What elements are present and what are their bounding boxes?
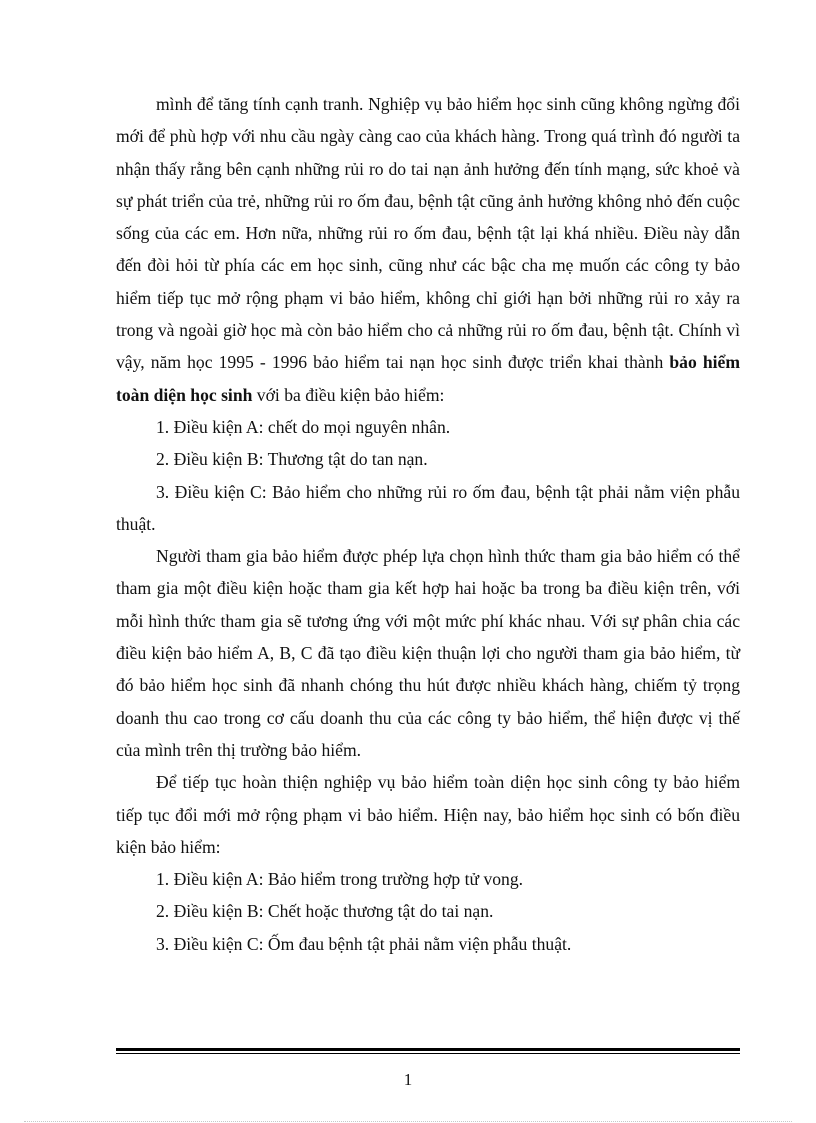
footer-rule-thin [116,1053,740,1054]
list-2-item-1: 1. Điều kiện A: Bảo hiểm trong trường hợp tử vong. [156,869,524,890]
list-2-item-2: 2. Điều kiện B: Chết hoặc thương tật do tai nạn. [156,901,494,922]
footer-rule-thick [116,1048,740,1051]
list-1-item-2: 2. Điều kiện B: Thương tật do tan nạn. [156,449,428,470]
paragraph-2: Người tham gia bảo hiểm được phép lựa chọn hình thức tham gia bảo hiểm có thể tham gia một điều kiện hoặc tham gia kết hợp hai hoặc ba trong ba điều kiện trên, với mỗi hình thức tham gia sẽ tương ứng với một mức phí khác nhau. Với sự phân chia các điều kiện bảo hiểm A, B, C đã tạo điều kiện thuận lợi cho người tham gia bảo hiểm, từ đó bảo hiểm học sinh đã nhanh chóng thu hút được nhiều khách hàng, chiếm tỷ trọng doanh thu cao trong cơ cấu doanh thu của các công ty bảo hiểm, thể hiện được vị thế của mình trên thị trường bảo hiểm. [116,546,740,760]
paragraph-1-end: với ba điều kiện bảo hiểm: [252,384,445,405]
list-1-item-1: 1. Điều kiện A: chết do mọi nguyên nhân. [156,416,451,437]
list-2-item-3: 3. Điều kiện C: Ốm đau bệnh tật phải nằm viện phẫu thuật. [156,933,572,954]
paragraph-1-bold-term: bảo hiểm toàn diện học sinh [116,352,740,405]
list-1-item-3: 3. Điều kiện C: Bảo hiểm cho những rủi ro ốm đau, bệnh tật phải nằm viện phẫu thuật. [116,481,740,534]
page-number: 1 [403,1070,413,1089]
document-body [116,88,740,960]
paragraph-1-text: mình để tăng tính cạnh tranh. Nghiệp vụ bảo hiểm học sinh cũng không ngừng đổi mới để phù hợp với nhu cầu ngày càng cao của khách hàng. Trong quá trình đó người ta nhận thấy rằng bên cạnh những rủi ro do tai nạn ảnh hưởng đến tính mạng, sức khoẻ và sự phát triển của trẻ, những rủi ro ốm đau, bệnh tật cũng ảnh hưởng không nhỏ đến cuộc sống của các em. Hơn nữa, những rủi ro ốm đau, bệnh tật lại khá nhiều. Điều này dẫn đến đòi hỏi từ phía các em học sinh, cũng như các bậc cha mẹ muốn các công ty bảo hiểm tiếp tục mở rộng phạm vi bảo hiểm, không chỉ giới hạn bởi những rủi ro xảy ra trong và ngoài giờ học mà còn bảo hiểm cho cả những rủi ro ốm đau, bệnh tật. Chính vì vậy, năm học 1995 - 1996 bảo hiểm tai nạn học sinh được triển khai thành [116,94,740,373]
page-bottom-border [24,1121,792,1122]
paragraph-3: Để tiếp tục hoàn thiện nghiệp vụ bảo hiểm toàn diện học sinh công ty bảo hiểm tiếp tục đổi mới mở rộng phạm vi bảo hiểm. Hiện nay, bảo hiểm học sinh có bốn điều kiện bảo hiểm: [116,772,740,857]
paragraph-1 [116,88,740,411]
